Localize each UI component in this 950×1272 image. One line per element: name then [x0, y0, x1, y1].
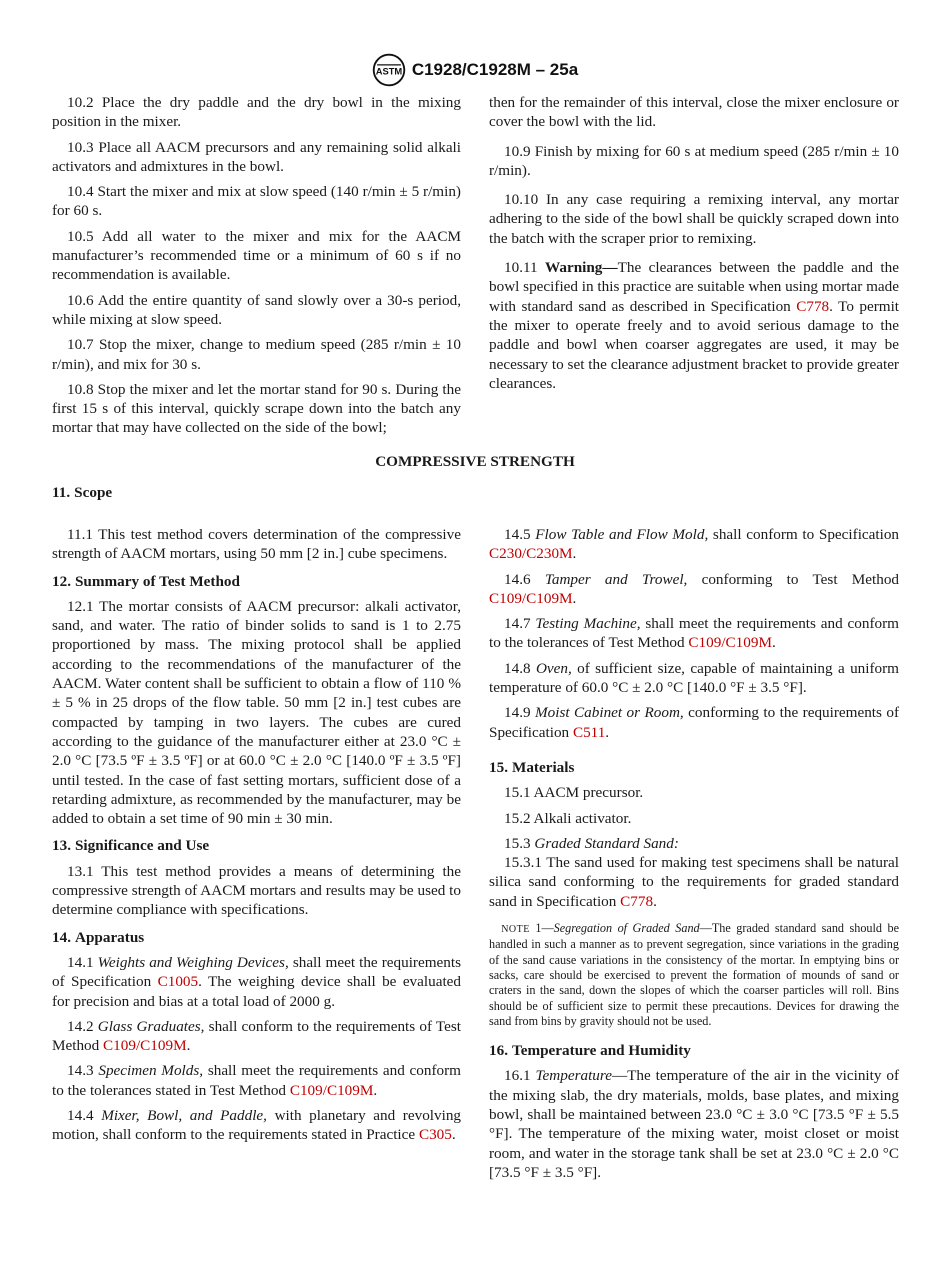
paragraph-14-5: [489, 525, 899, 564]
paragraph-10-3: 10.3 Place all AACM precursors and any remaining solid alkali activators and admixtures in the bowl.: [52, 138, 461, 175]
term: Moist Cabinet or Room,: [535, 704, 684, 722]
paragraph-14-6: [489, 570, 899, 609]
link-c778[interactable]: C778: [620, 892, 654, 910]
page-header: [0, 52, 950, 88]
paragraph-number: 16.1: [504, 1067, 531, 1085]
section-number: 13.: [52, 837, 71, 855]
text: .: [186, 1037, 191, 1055]
section-16-heading: [489, 1041, 899, 1060]
paragraph-number: 14.3: [67, 1062, 94, 1080]
text: .: [653, 892, 657, 910]
paragraph-15-2: 15.2 Alkali activator.: [504, 809, 632, 827]
paragraph-15-3-1: [489, 853, 899, 911]
paragraph-10-7: 10.7 Stop the mixer, change to medium speed (285 r/min ± 10 r/min), and mix for 30 s.: [52, 336, 461, 373]
paragraph-16-1: [489, 1066, 899, 1182]
paragraph-number: 14.1: [67, 953, 94, 971]
term: Temperature: [535, 1067, 612, 1085]
paragraph-number: 10.11: [504, 259, 538, 277]
paragraph-14-7: [489, 614, 899, 653]
term: Flow Table and Flow Mold,: [535, 526, 709, 543]
paragraph-15-1: 15.1 AACM precursor.: [504, 784, 644, 802]
paragraph-13-1: 13.1 This test method provides a means of determining the compressive strength of AACM mortars and results may be used to determine compliance with specifications.: [52, 862, 461, 919]
text: shall meet the requirements and conform to the tolerances of Test Method: [489, 615, 899, 652]
term: Weights and Weighing Devices,: [97, 953, 289, 971]
section-11-heading: [52, 484, 112, 502]
section-10-left-column: [52, 93, 461, 444]
svg-text:ASTM: ASTM: [375, 66, 403, 77]
section-12-heading: [52, 572, 461, 591]
paragraph-15-3: [489, 834, 899, 853]
paragraph-14-9: [489, 703, 899, 742]
paragraph-12-1: 12.1 The mortar consists of AACM precursor: alkali activator, sand, and water. The ratio of binder solids to sand is 1 to 2.75 proportioned by mass. The mixing protocol shall be applied according to the recommendations of the manufacturer of the AACM. Water content shall be sufficient to obtain a flow of 110 % ± 5 % in 25 drops of the flow table. 50 mm [2 in.] test cubes are compacted by tamping in two layers. The cubes are cured according to the guidance of the manufacturer either at 23.0 °C ± 2.0 °C [73.5 ºF ± 3.5 ºF] or at 60.0 °C ± 2.0 °C [140.0 ºF ± 3.5 ºF] until tested. In the case of fast setting mortars, sufficient dose of a retarding admixture, as recommended by the manufacturer, may be added to obtain a set time of 90 min ± 30 min.: [52, 597, 461, 828]
term: Glass Graduates,: [97, 1017, 205, 1035]
paragraph-14-8: [489, 659, 899, 698]
text: .: [572, 545, 577, 563]
warning-text: The clearances between the paddle and the bowl specified in this practice are suitable when using mortar made with standard sand as described in Specification: [489, 259, 899, 315]
note-number: 1—: [529, 921, 554, 936]
section-10-right-column: [489, 93, 899, 399]
section-title: Materials: [511, 758, 575, 776]
warning-text-continued: . To permit the mixer to operate freely and to avoid serious damage to the paddle and bowl when coarser aggregates are used, it may be necessary to set the clearance adjustment bracket to provide greater clearances.: [489, 297, 900, 392]
paragraph-14-2: [52, 1017, 461, 1056]
paragraph-10-10: 10.10 In any case requiring a remixing interval, any mortar adhering to the side of the bowl shall be quickly scraped down into the batch with the scraper prior to remixing.: [489, 191, 899, 247]
bottom-left-column: [52, 525, 461, 1151]
section-number: 14.: [52, 928, 71, 946]
text: shall meet the requirements and conform to the tolerances stated in Test Method: [52, 1062, 462, 1099]
paragraph-number: 14.6: [504, 570, 531, 588]
section-title: Significance and Use: [74, 837, 210, 855]
astm-logo-icon: [372, 53, 406, 87]
text: .: [373, 1081, 378, 1099]
link-c109[interactable]: C109/C109M: [688, 634, 772, 652]
term: Tamper and Trowel,: [544, 570, 688, 588]
link-c230[interactable]: C230/C230M: [489, 545, 573, 563]
paragraph-14-3: [52, 1061, 461, 1100]
note-term: Segregation of Graded Sand: [553, 921, 700, 936]
paragraph-number: 15.3: [504, 834, 531, 852]
note-1: [489, 921, 899, 1029]
paragraph-10-4: 10.4 Start the mixer and mix at slow speed (140 r/min ± 5 r/min) for 60 s.: [52, 183, 461, 220]
link-c109[interactable]: C109/C109M: [103, 1037, 187, 1055]
paragraph-10-11: [489, 258, 899, 393]
text: .: [572, 589, 577, 607]
term: Specimen Molds,: [98, 1062, 204, 1080]
link-c109[interactable]: C109/C109M: [489, 589, 573, 607]
text: .: [605, 723, 610, 741]
text: shall conform to the requirements of Test Method: [52, 1017, 462, 1055]
paragraph-10-8: 10.8 Stop the mixer and let the mortar stand for 90 s. During the first 15 s of this interval, quickly scrape down into the batch any mortar that may have collected on the side of the bowl;: [52, 380, 461, 437]
term: Oven,: [535, 659, 572, 677]
link-c1005[interactable]: C1005: [157, 973, 199, 991]
section-number: 11.: [52, 484, 71, 501]
note-label: NOTE: [501, 924, 530, 936]
compressive-strength-heading: COMPRESSIVE STRENGTH: [375, 453, 575, 470]
section-title: Summary of Test Method: [74, 572, 240, 590]
paragraph-number: 14.5: [504, 526, 531, 543]
term: Mixer, Bowl, and Paddle,: [101, 1107, 267, 1125]
paragraph-11-1: 11.1 This test method covers determination of the compressive strength of AACM mortars, using 50 mm [2 in.] cube specimens.: [52, 526, 461, 563]
paragraph-10-8-continued: then for the remainder of this interval, close the mixer enclosure or cover the bowl with the lid.: [489, 94, 899, 131]
paragraph-number: 14.2: [67, 1017, 94, 1035]
link-c511[interactable]: C511: [572, 723, 606, 741]
text: . The weighing device shall be evaluated for precision and bias at a total load of 2000 g.: [52, 973, 462, 1010]
note-text: —The graded standard sand should be handled in such a manner as to prevent segregation, since variations in the grading of the sand cause variations in the consistency of the mortar. In emptying bins or sacks, care should be exercised to prevent the formation of mounds of sand or craters in the sand, down the slopes of which the coarser particles will roll. Bins should be of sufficient size to permit these precautions. Devices for drawing the sand from bins by gravity should not be used.: [489, 921, 899, 1028]
section-title: Temperature and Humidity: [511, 1042, 691, 1060]
paragraph-14-4: [52, 1106, 461, 1145]
paragraph-number: 14.7: [504, 615, 531, 633]
text: 15.3.1 The sand used for making test specimens shall be natural silica sand conforming to the requirements for graded standard sand in Specification: [489, 854, 899, 910]
text: .: [451, 1126, 456, 1144]
paragraph-14-1: [52, 953, 461, 1011]
paragraph-10-9: 10.9 Finish by mixing for 60 s at medium speed (285 r/min ± 10 r/min).: [489, 142, 899, 179]
term: Graded Standard Sand:: [534, 834, 679, 852]
section-number: 16.: [489, 1042, 508, 1060]
section-title: Scope: [74, 484, 113, 501]
document-id: C1928/C1928M – 25a: [411, 60, 579, 79]
text: .: [771, 634, 776, 652]
section-number: 12.: [52, 572, 71, 590]
section-13-heading: [52, 836, 461, 855]
text: conforming to Test Method: [687, 570, 900, 588]
section-15-heading: [489, 758, 899, 777]
section-14-heading: [52, 928, 461, 947]
text: shall conform to Specification: [708, 526, 900, 543]
section-title: Apparatus: [74, 928, 145, 946]
warning-label: Warning—: [545, 259, 618, 277]
text: of sufficient size, capable of maintaining a uniform temperature of 60.0 °C ± 2.0 °C [140.0 °F ± 3.5 °F].: [489, 659, 899, 697]
text: —The temperature of the air in the vicinity of the mixing slab, the dry materials, molds, base plates, and mixing bowl, shall be maintained between 23.0 °C ± 3.0 °C [73.5 °F ± 5.5 °F]. The temperature of the mixing water, moist closet or moist room, and water in the storage tank shall be set at 23.0 °C ± 2.0 °C [73.5 °F ± 3.5 °F].: [489, 1067, 899, 1181]
bottom-right-column: [489, 525, 899, 1188]
paragraph-number: 14.4: [67, 1107, 94, 1125]
text: conforming to the requirements of Specification: [489, 704, 900, 741]
paragraph-10-2: 10.2 Place the dry paddle and the dry bowl in the mixing position in the mixer.: [52, 94, 461, 131]
link-c305[interactable]: C305: [418, 1126, 452, 1144]
paragraph-number: 14.8: [504, 659, 531, 677]
text: with planetary and revolving motion, shall conform to the requirements stated in Practice: [52, 1107, 462, 1144]
section-number: 15.: [489, 758, 508, 776]
text: shall meet the requirements of Specification: [52, 953, 461, 991]
paragraph-10-6: 10.6 Add the entire quantity of sand slowly over a 30-s period, while mixing at slow speed.: [52, 291, 461, 328]
term: Testing Machine,: [535, 615, 641, 633]
paragraph-number: 14.9: [504, 704, 531, 722]
link-c109[interactable]: C109/C109M: [289, 1081, 374, 1099]
link-c778[interactable]: C778: [796, 297, 830, 315]
paragraph-10-5: 10.5 Add all water to the mixer and mix for the AACM manufacturer’s recommended time or a minimum of 60 s if no recommendation is available.: [52, 227, 461, 284]
